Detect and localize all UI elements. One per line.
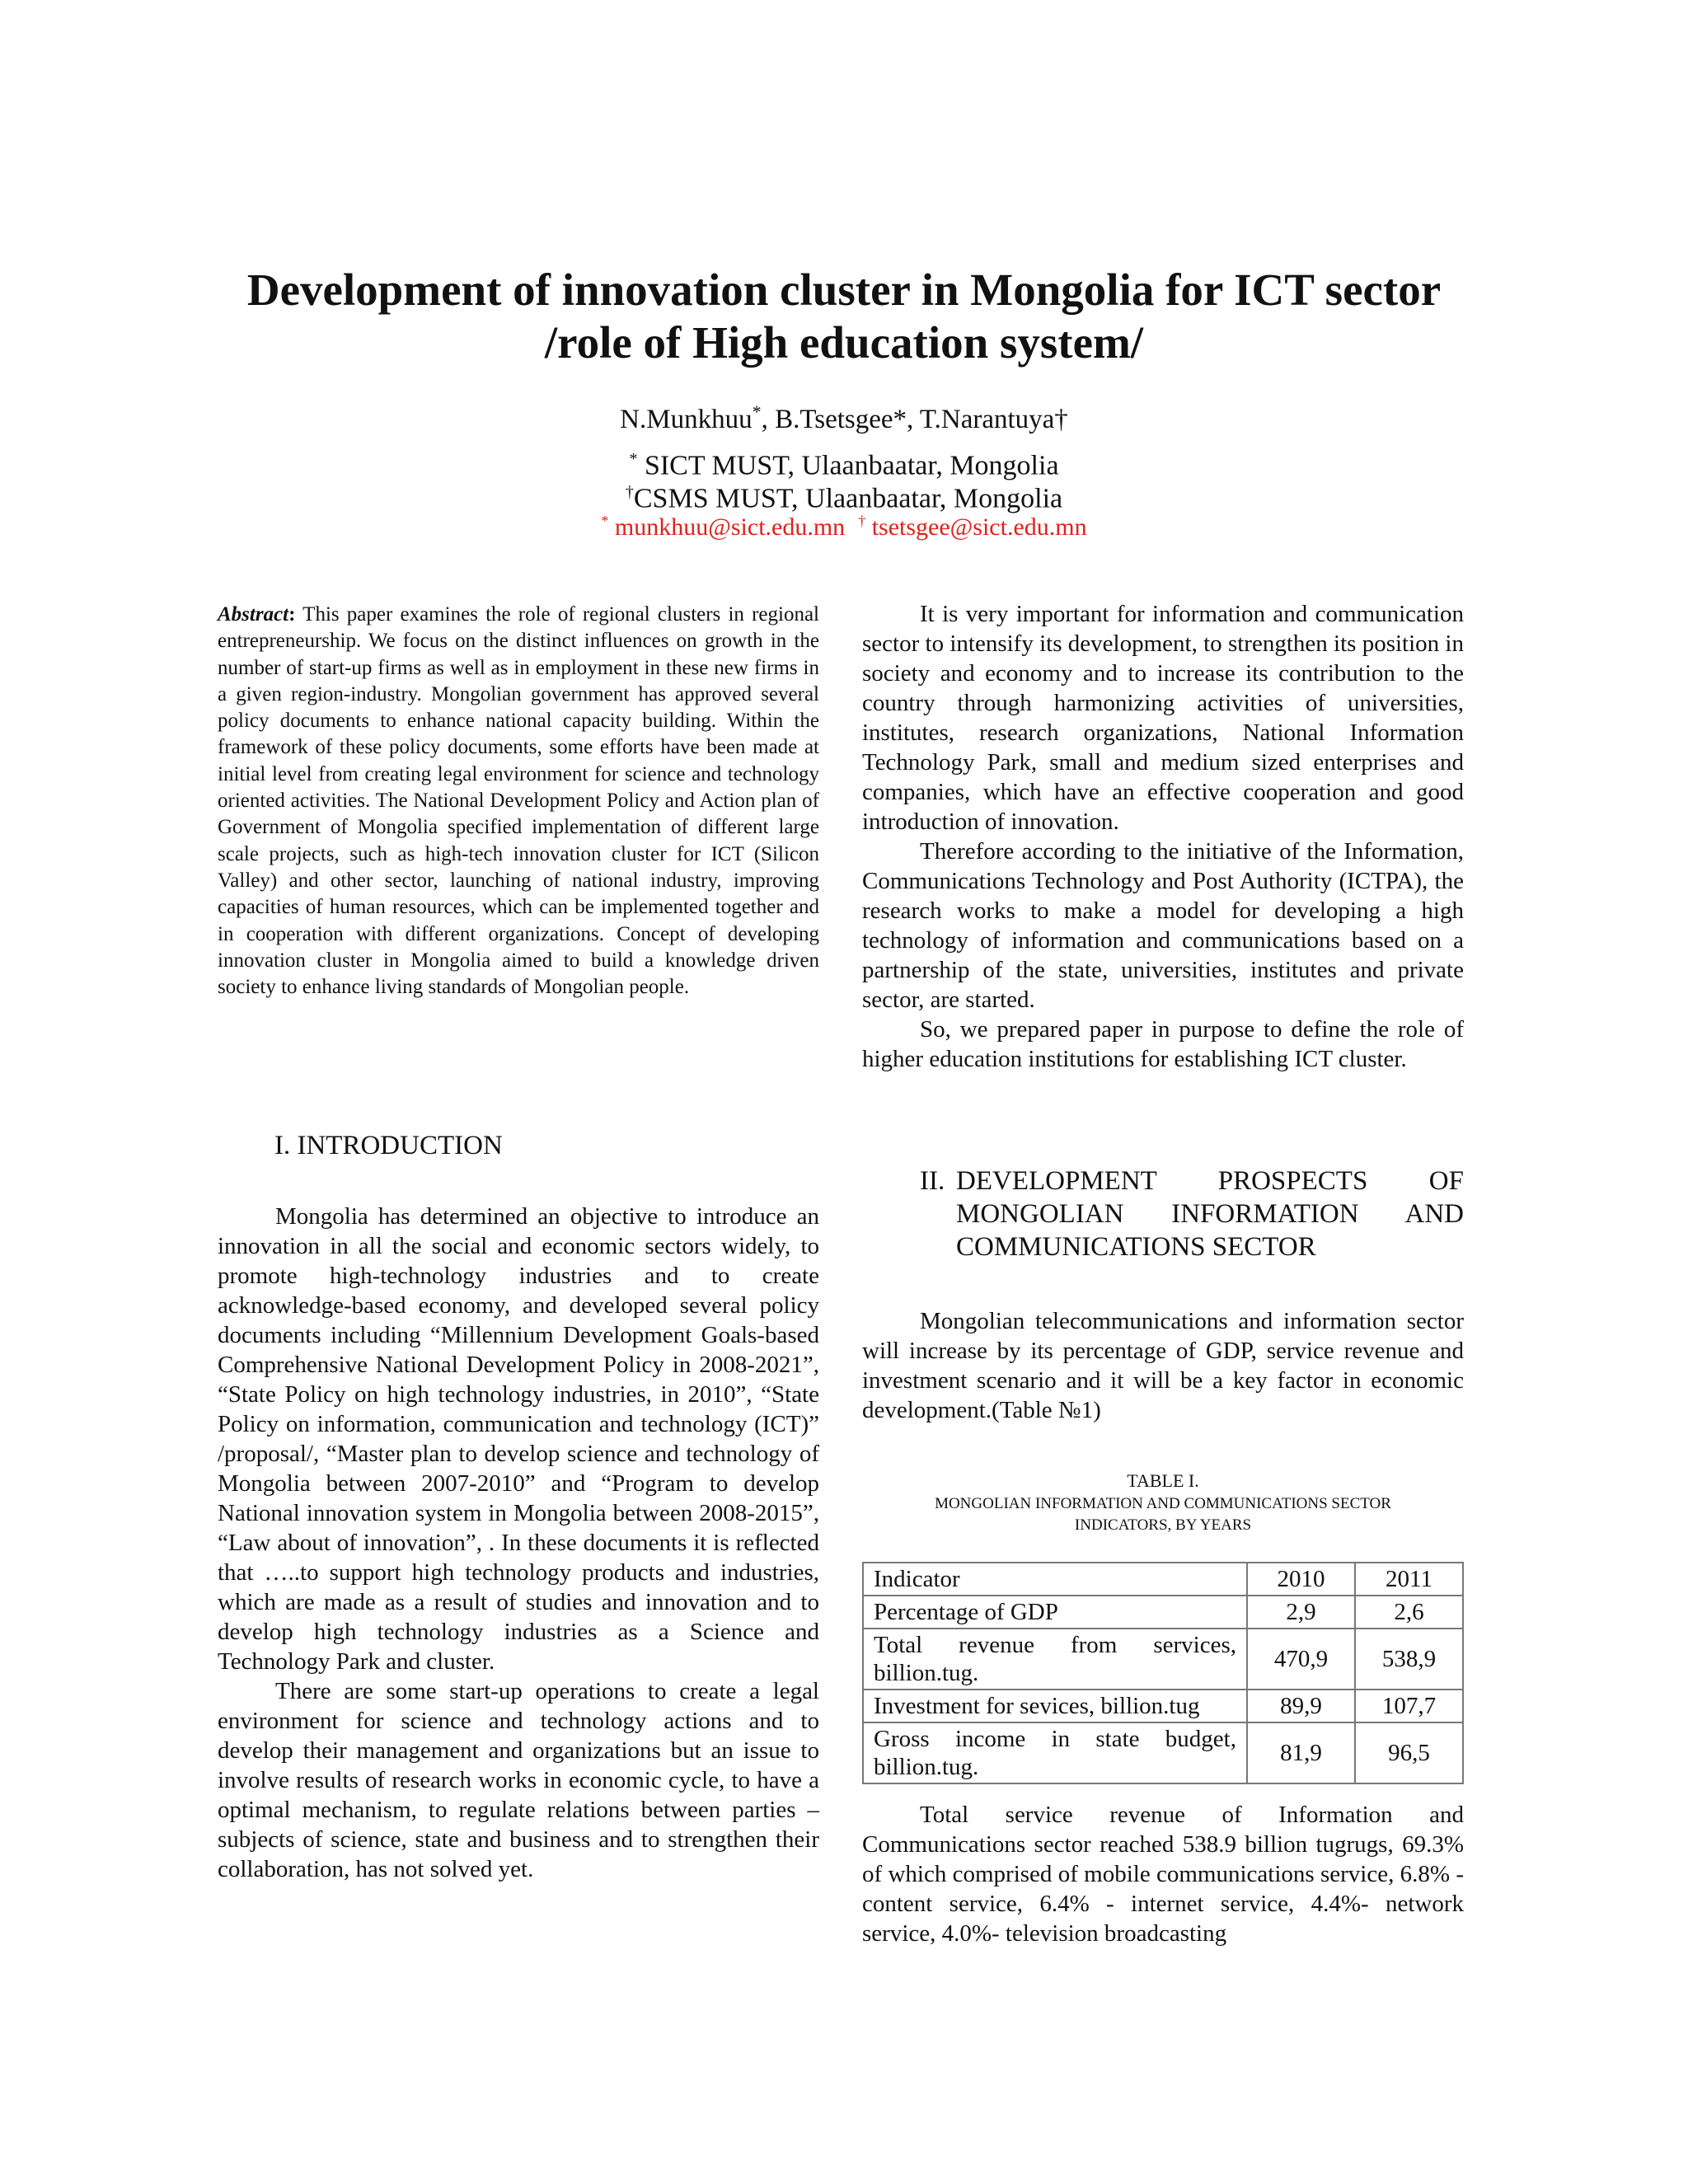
affiliation-2-text: CSMS MUST, Ulaanbaatar, Mongolia xyxy=(633,483,1063,514)
abstract: Abstract: This paper examines the role of regional clusters in regional entrepreneurship. We focus on the distinct influences on growth in the number of start-up firms as well as in employment in these new firms in a given region-industry. Mongolian government has approved several policy documents to enhance national capacity building. Within the framework of these policy documents, some efforts have been made at initial level from creating legal environment for science and technology oriented activities. The National Development Policy and Action plan of Government of Mongolia specified implementation of different large scale projects, such as high-tech innovation cluster for ICT (Silicon Valley) and other sector, launching of national industry, improving capacities of human resources, which can be implemented together and in cooperation with different organizations. Concept of developing innovation cluster in Mongolia aimed to build a knowledge driven society to enhance living standards of Mongolian people. xyxy=(218,603,819,999)
table-cell: 96,5 xyxy=(1355,1722,1463,1783)
section-2-heading-line-1: DEVELOPMENT PROSPECTS OF xyxy=(956,1166,1464,1196)
author-1-mark: * xyxy=(752,401,762,422)
intro-paragraph-2: There are some start-up operations to create a legal environment for science and technology actions and to develop their management and organizations but an issue to involve results of research works in economic cycle, to have a optimal mechanism, to regulate relations between parties – subjects of science, state and business and to strengthen their collaboration, has not solved yet. xyxy=(218,1678,819,1882)
table-header-cell: Indicator xyxy=(863,1563,1247,1596)
right-paragraph-1: It is very important for information and communication sector to intensify its development, to strengthen its position in society and economy and to increase its contribution to the country through harmonizing activities of universities, institutes, research organizations, National Information Technology Park, small and medium sized enterprises and companies, which have an effective cooperation and good introduction of innovation. xyxy=(862,601,1464,835)
table-cell: 89,9 xyxy=(1247,1690,1355,1722)
right-paragraph-3: So, we prepared paper in purpose to define the role of higher education institutions for establishing ICT cluster. xyxy=(862,1016,1464,1072)
section-2-number: II. xyxy=(920,1166,945,1196)
section-1-body xyxy=(218,1202,819,1884)
table-cell: Investment for sevices, billion.tug xyxy=(863,1690,1247,1722)
paper-title xyxy=(148,264,1540,369)
table-cell: Total revenue from services, billion.tug. xyxy=(863,1629,1247,1690)
table-cell: 2,6 xyxy=(1355,1596,1463,1629)
table-subtitle xyxy=(862,1493,1464,1536)
table-cell: 2,9 xyxy=(1247,1596,1355,1629)
table-row xyxy=(863,1596,1463,1629)
email-2-mark: † xyxy=(858,513,866,529)
table-cell: 538,9 xyxy=(1355,1629,1463,1690)
table-header-cell: 2010 xyxy=(1247,1563,1355,1596)
table-caption: TABLE I. xyxy=(1127,1470,1199,1491)
table-subtitle-line-1: MONGOLIAN INFORMATION AND COMMUNICATIONS SECTOR xyxy=(935,1495,1391,1512)
author-1: N.Munkhuu xyxy=(620,405,753,434)
table-row xyxy=(863,1629,1463,1690)
table-cell: Percentage of GDP xyxy=(863,1596,1247,1629)
section-2-paragraph-1: Mongolian telecommunications and information sector will increase by its percentage of GDP, service revenue and investment scenario and it will be a key factor in economic development.(Table №1) xyxy=(862,1308,1464,1423)
intro-paragraph-1: Mongolia has determined an objective to introduce an innovation in all the social and economic sectors widely, to promote high-technology industries and to create acknowledge-based economy, and developed several policy documents including “Millennium Development Goals-based Comprehensive National Development Policy in 2008-2021”, “State Policy on high technology industries, in 2010”, “State Policy on information, communication and technology (ICT)” /proposal/, “Master plan to develop science and technology of Mongolia between 2007-2010” and “Program to develop National innovation system in Mongolia between 2008-2015”, “Law about of innovation”, . In these documents it is reflected that …..to support high technology products and industries, which are made as a result of studies and innovation and to develop high technology industries as a Science and Technology Park and cluster. xyxy=(218,1203,819,1675)
table-row xyxy=(863,1722,1463,1783)
section-2-heading-line-3: COMMUNICATIONS SECTOR xyxy=(956,1232,1316,1262)
affiliation-1-text: SICT MUST, Ulaanbaatar, Mongolia xyxy=(637,450,1059,481)
section-2-heading-line-2: MONGOLIAN INFORMATION AND xyxy=(956,1199,1464,1229)
section-2-heading xyxy=(920,1165,1464,1263)
table-cell: 81,9 xyxy=(1247,1722,1355,1783)
right-column-intro xyxy=(862,599,1464,1074)
author-list xyxy=(0,396,1688,436)
indicators-table xyxy=(862,1562,1464,1784)
table-header-cell: 2011 xyxy=(1355,1563,1463,1596)
email-2: tsetsgee@sict.edu.mn xyxy=(865,513,1087,541)
title-line-2: /role of High education system/ xyxy=(544,317,1144,368)
title-line-1: Development of innovation cluster in Mongolia for ICT sector xyxy=(246,265,1442,315)
after-table-paragraph: Total service revenue of Information and Communications sector reached 538.9 billion tugrugs, 69.3% of which comprised of mobile communications service, 6.8% - content service, 6.4% - internet service, 4.4%- network service, 4.0%- television broadcasting xyxy=(862,1802,1464,1947)
abstract-text: This paper examines the role of regional clusters in regional entrepreneurship. We focus on the distinct influences on growth in the number of start-up firms as well as in employment in these new firms in a given region-industry. Mongolian government has approved several policy documents to enhance national capacity building. Within the framework of these policy documents, some efforts have been made at initial level from creating legal environment for science and technology oriented activities. The National Development Policy and Action plan of Government of Mongolia specified implementation of different large scale projects, such as high-tech innovation cluster for ICT (Silicon Valley) and other sector, launching of national industry, improving capacities of human resources, which can be implemented together and in cooperation with different organizations. Concept of developing innovation cluster in Mongolia aimed to build a knowledge driven society to enhance living standards of Mongolian people. xyxy=(218,603,819,999)
email-1-mark: * xyxy=(601,513,609,529)
table-header-row xyxy=(863,1563,1463,1596)
author-emails xyxy=(0,513,1688,541)
table-subtitle-line-2: INDICATORS, BY YEARS xyxy=(1074,1516,1252,1534)
affiliation-2-mark: † xyxy=(625,483,634,501)
table-cell: 470,9 xyxy=(1247,1629,1355,1690)
right-paragraph-2: Therefore according to the initiative of the Information, Communications Technology and Post Authority (ICTPA), the research works to make a model for developing a high technology of information and communications based on a partnership of the state, universities, institutes and private sector, are started. xyxy=(862,838,1464,1013)
table-row xyxy=(863,1690,1463,1722)
table-cell: 107,7 xyxy=(1355,1690,1463,1722)
affiliation-2 xyxy=(0,476,1688,515)
abstract-label: Abstract xyxy=(218,603,289,626)
section-1-heading: I. INTRODUCTION xyxy=(274,1131,503,1160)
email-1: munkhuu@sict.edu.mn xyxy=(608,513,846,541)
affiliation-1-mark: * xyxy=(629,450,638,468)
author-others: , B.Tsetsgee*, T.Narantuya† xyxy=(761,405,1068,434)
table-cell: Gross income in state budget, billion.tug. xyxy=(863,1722,1247,1783)
after-table-body xyxy=(862,1800,1464,1948)
section-2-body xyxy=(862,1306,1464,1425)
